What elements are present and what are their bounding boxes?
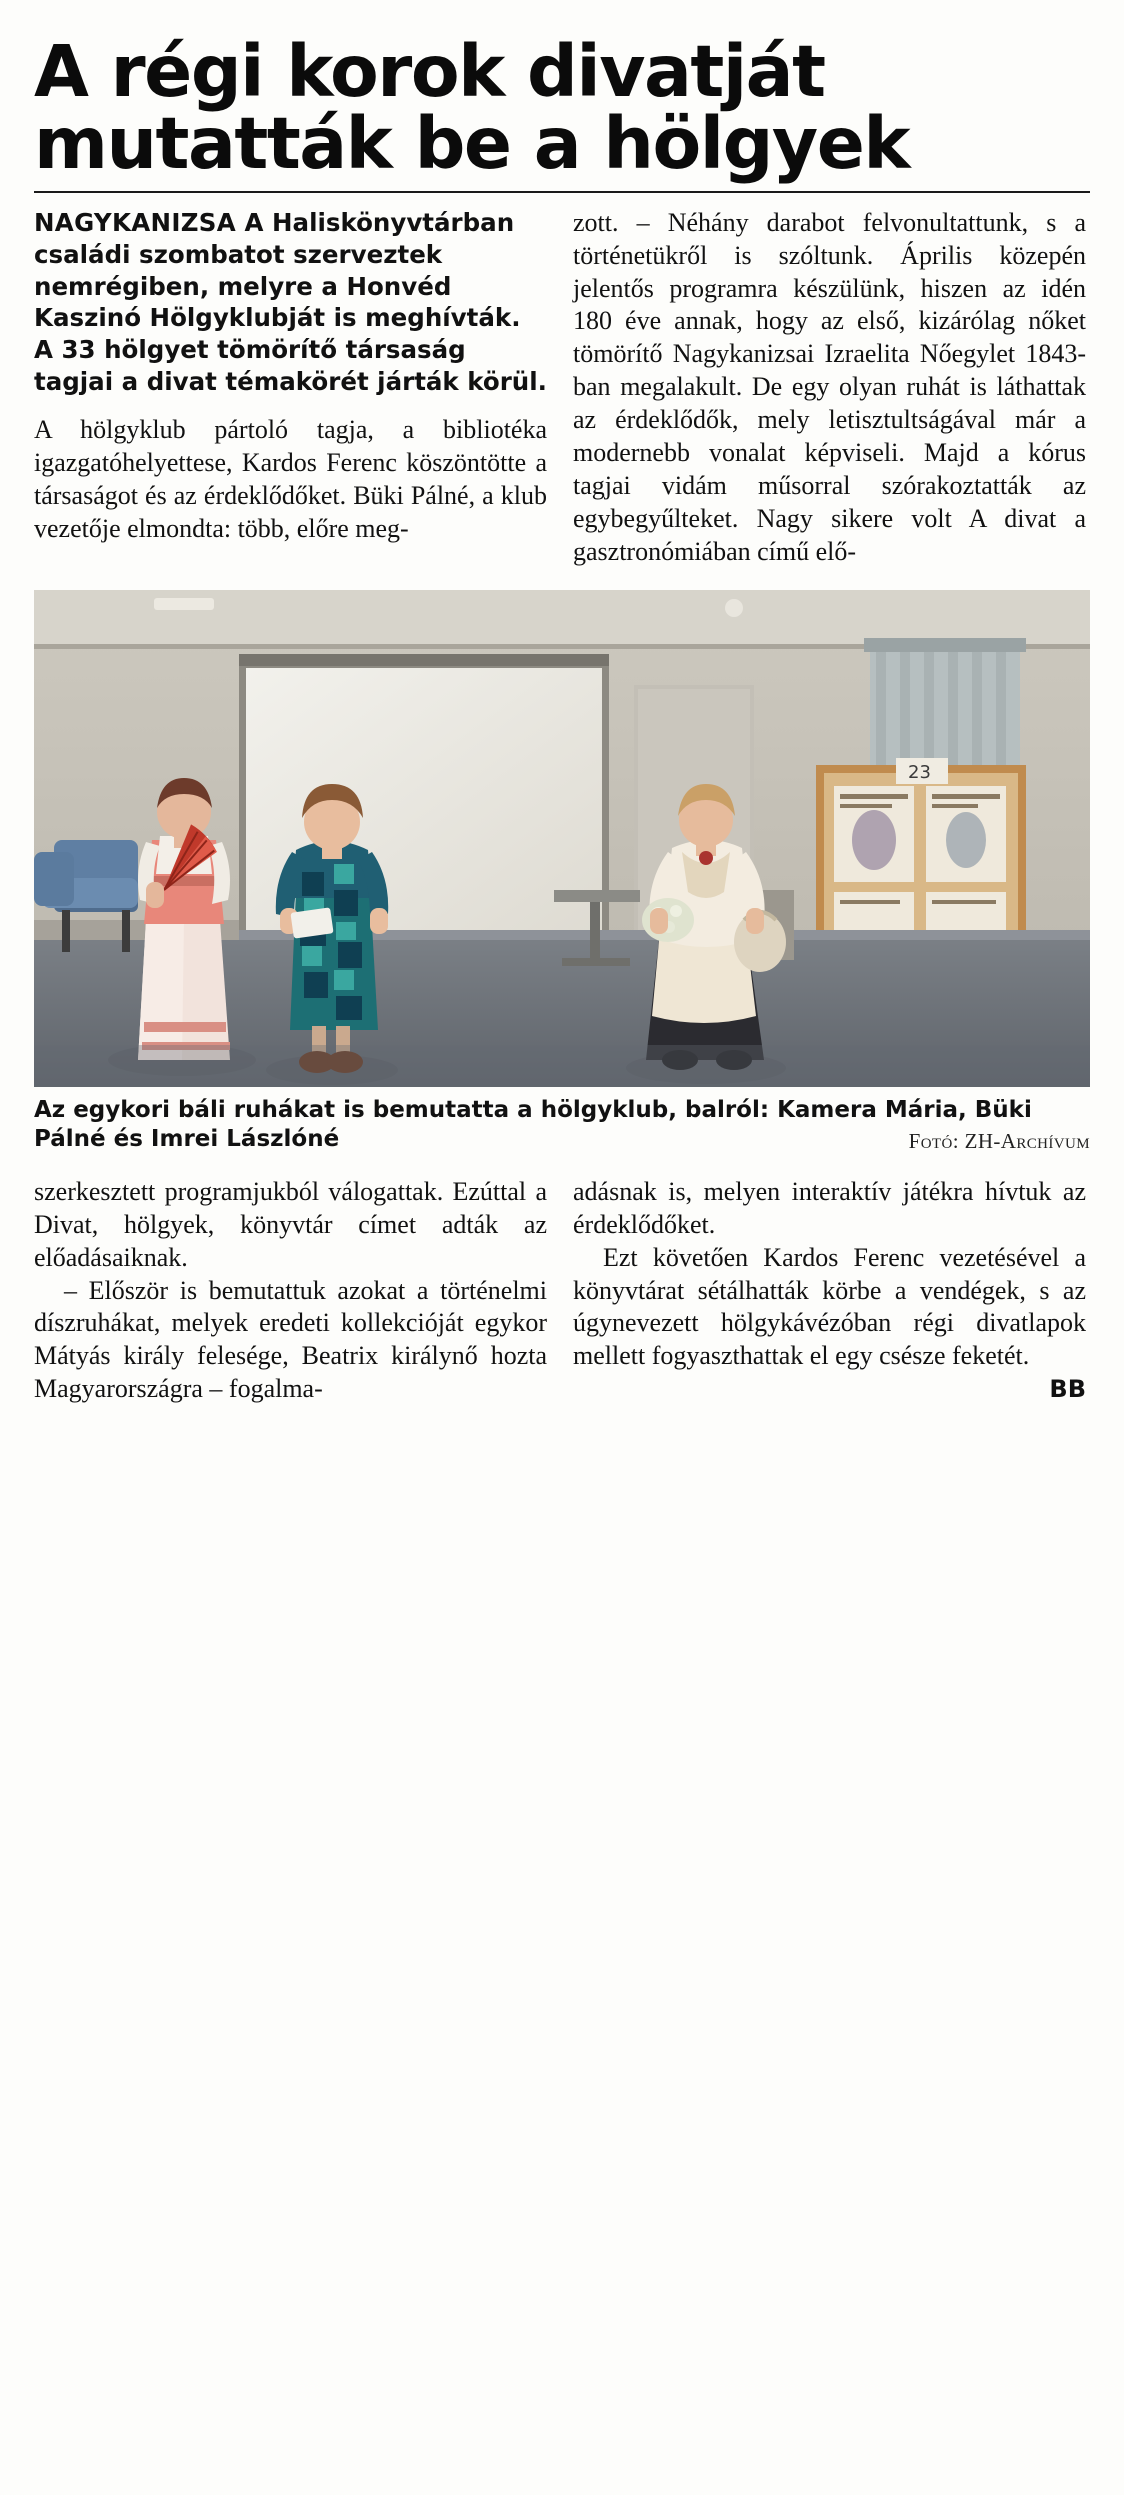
column-3-paragraph-1: szerkesztett programjukból válogattak. Ezúttal a Divat, hölgyek, könyvtár címet adták az előadásaiknak. <box>34 1176 547 1272</box>
dateline-kicker: NAGYKANIZSA <box>34 207 237 237</box>
page-title <box>34 0 1090 186</box>
lead-text: A Haliskönyvtárban családi szombatot szerveztek nemrégiben, melyre a Honvéd Kaszinó Hölgyklubját is meghívták. A 33 hölgyet tömörítő társaság tagjai a divat témakörét járták körül. <box>34 207 547 397</box>
photo-caption-text: Az egykori báli ruhákat is bemutatta a hölgyklub, balról: Kamera Mária, Büki Pálné és Imrei Lászlóné <box>34 1097 1032 1153</box>
headline-line-1: A régi korok divatját <box>34 30 825 113</box>
headline-line-2: mutatták be a hölgyek <box>34 102 910 186</box>
divider <box>34 191 1090 193</box>
column-4-paragraph-2: Ezt követően Kardos Ferenc vezetésével a könyvtárat sétálhatták körbe a vendégek, s az úgynevezett hölgykávézóban régi divatlapok mellett fogyaszthattak el egy csésze feketét. <box>573 1242 1086 1371</box>
photo-caption <box>34 1096 1090 1154</box>
photo-illustration <box>34 590 1090 1087</box>
bottom-columns <box>34 1176 1090 1406</box>
column-3-paragraph-2: – Először is bemutattuk azokat a történelmi díszruhákat, melyek eredeti kollekcióját egykor Mátyás király felesége, Beatrix királynő hozta Magyarországra – fogalma- <box>34 1275 547 1404</box>
byline: BB <box>1049 1375 1086 1404</box>
top-columns <box>34 207 1090 569</box>
lead-paragraph <box>34 207 547 398</box>
column-2-paragraph-1: zott. – Néhány darabot felvonultattunk, s a történetükről is szóltunk. Április közepén jelentős programra készülünk, hiszen az idén 180 éve annak, hogy az első, kizárólag nőket tömörítő Nagykanizsai Izraelita Nőegylet 1843-ban megalakult. De egy olyan ruhát is láthattak az érdeklődők, mely letisztultságával már a modernebb vonalat képviseli. Majd a kórus tagjai vidám műsorral szórakoztatták az egybegyűlteket. Nagy sikere volt A divat a gasztronómiában című elő- <box>573 207 1086 566</box>
column-1-paragraph-1: A hölgyklub pártoló tagja, a bibliotéka igazgatóhelyettese, Kardos Ferenc köszöntötte a társaságot és az érdeklődőket. Büki Pálné, a klub vezetője elmondta: több, előre meg- <box>34 414 547 543</box>
photo <box>34 590 1090 1087</box>
column-1 <box>34 207 547 546</box>
column-3 <box>34 1176 547 1406</box>
svg-text:23: 23 <box>908 762 931 784</box>
column-4 <box>573 1176 1086 1403</box>
article-photo-block <box>34 590 1090 1154</box>
column-2 <box>573 207 1086 569</box>
photo-credit: Fotó: ZH-Archívum <box>908 1128 1090 1153</box>
column-4-paragraph-1: adásnak is, melyen interaktív játékra hívtuk az érdeklődőket. <box>573 1176 1086 1239</box>
